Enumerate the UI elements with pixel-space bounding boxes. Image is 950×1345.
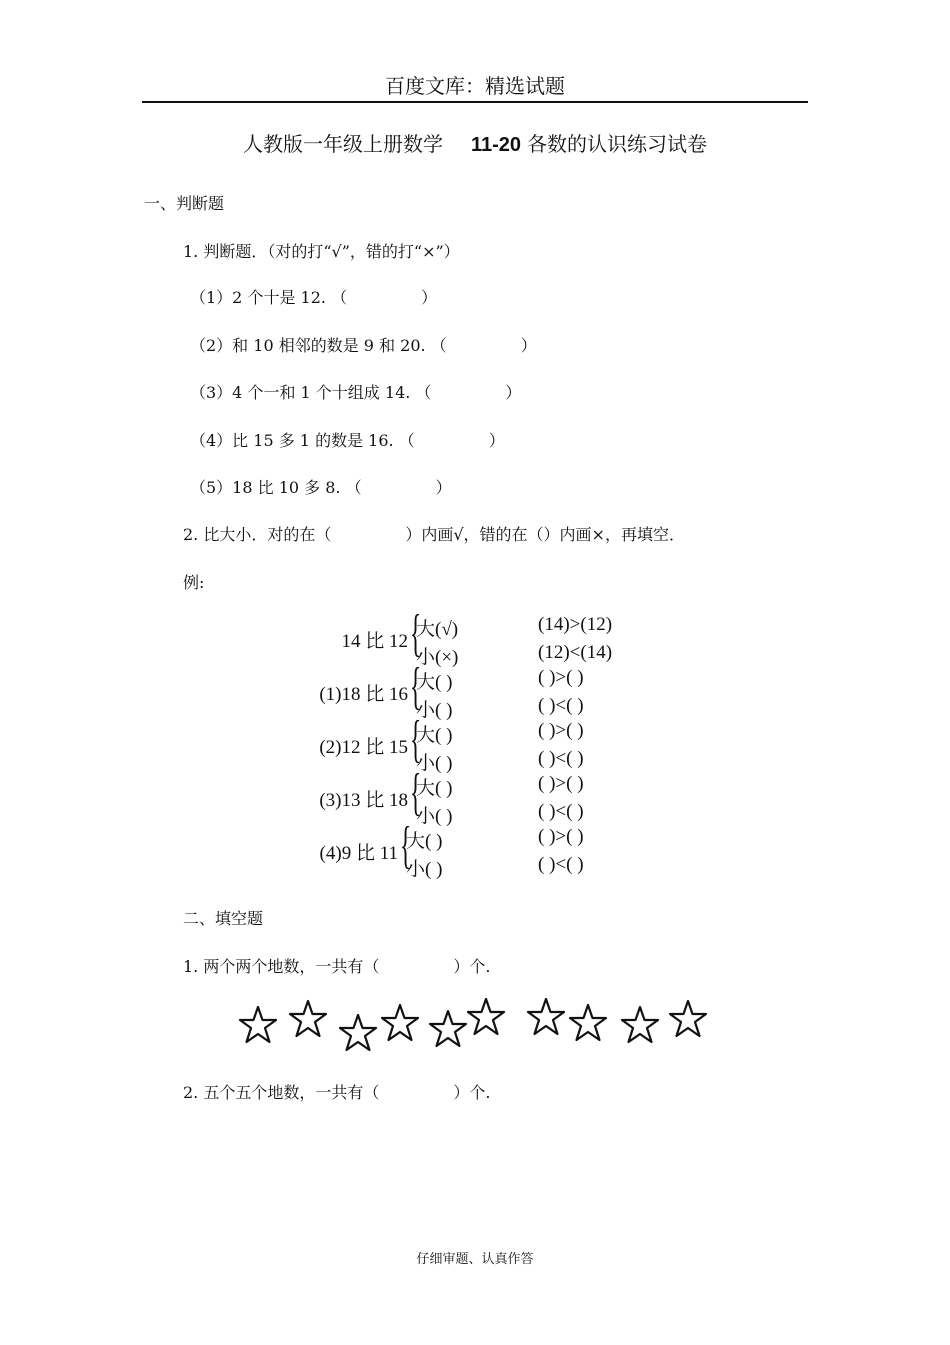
section-1-heading: 一、判断题	[144, 194, 225, 213]
q1-item-1: （1）2 个十是 12. （ ）	[190, 288, 438, 307]
star-icon	[570, 1005, 606, 1040]
section-2-heading: 二、填空题	[183, 909, 264, 928]
less-than-blank: ( )<( )	[538, 854, 584, 875]
comparison-row	[300, 711, 650, 774]
comparison-lead: 14 比 12	[341, 631, 408, 652]
smaller-choice: 小( )	[416, 700, 453, 721]
bigger-choice: 大( )	[416, 725, 453, 746]
star-icon	[290, 1001, 326, 1036]
comparison-row	[300, 658, 650, 721]
comparison-lead: (2)12 比 15	[319, 737, 408, 758]
q1-prompt: 1. 判断题．（对的打“√”，错的打“×”）	[183, 242, 460, 261]
q2-prompt: 2. 比大小．对的在（ ）内画√，错的在（）内画×，再填空．	[183, 525, 685, 544]
star-icon	[382, 1005, 418, 1040]
document-title	[0, 128, 950, 157]
less-than-blank: ( )<( )	[538, 801, 584, 822]
brace-icon: {	[410, 658, 422, 715]
star-icon	[340, 1015, 376, 1050]
bigger-choice: 大( )	[416, 778, 453, 799]
brace-icon: {	[410, 764, 422, 821]
comparison-lead: (4)9 比 11	[319, 843, 398, 864]
brace-icon: {	[410, 711, 422, 768]
less-than-blank: ( )<( )	[538, 748, 584, 769]
title-suffix: 各数的认识练习试卷	[527, 132, 708, 156]
smaller-choice: 小(×)	[416, 647, 459, 668]
bigger-choice: 大( )	[406, 831, 443, 852]
site-header: 百度文库：精选试题	[385, 74, 565, 98]
star-icon	[622, 1007, 658, 1042]
q1-item-2: （2）和 10 相邻的数是 9 和 20. （ ）	[190, 336, 537, 355]
star-icon	[468, 999, 504, 1034]
star-icon	[670, 1001, 706, 1036]
comparison-row	[300, 764, 650, 827]
q1-item-4: （4）比 15 多 1 的数是 16. （ ）	[190, 431, 505, 450]
less-than-blank: (12)<(14)	[538, 642, 613, 663]
bigger-choice: 大( )	[416, 672, 453, 693]
fill-q1: 1. 两个两个地数，一共有（ ）个.	[183, 957, 491, 976]
page-footer: 仔细审题、认真作答	[416, 1252, 534, 1267]
greater-than-blank: ( )>( )	[538, 720, 584, 741]
greater-than-blank: (14)>(12)	[538, 614, 613, 635]
comparison-lead: (1)18 比 16	[319, 684, 408, 705]
stars-illustration	[232, 990, 722, 1060]
example-label: 例:	[183, 573, 205, 592]
comparison-row	[300, 817, 650, 880]
brace-icon: {	[400, 817, 412, 874]
greater-than-blank: ( )>( )	[538, 773, 584, 794]
smaller-choice: 小( )	[406, 859, 443, 880]
brace-icon: {	[410, 605, 422, 662]
title-numbers: 11-20	[470, 134, 522, 156]
header-divider	[142, 101, 808, 103]
star-icon	[240, 1007, 276, 1042]
greater-than-blank: ( )>( )	[538, 667, 584, 688]
fill-q2: 2. 五个五个地数，一共有（ ）个.	[183, 1083, 491, 1102]
star-icon	[430, 1011, 466, 1046]
comparison-lead: (3)13 比 18	[319, 790, 408, 811]
comparison-row	[300, 605, 650, 668]
less-than-blank: ( )<( )	[538, 695, 584, 716]
smaller-choice: 小( )	[416, 753, 453, 774]
q1-item-5: （5）18 比 10 多 8. （ ）	[190, 478, 452, 497]
comparison-exercise	[300, 605, 650, 882]
smaller-choice: 小( )	[416, 806, 453, 827]
title-prefix: 人教版一年级上册数学	[242, 132, 443, 156]
greater-than-blank: ( )>( )	[538, 826, 584, 847]
bigger-choice: 大(√)	[416, 619, 459, 640]
star-icon	[528, 999, 564, 1034]
q1-item-3: （3）4 个一和 1 个十组成 14. （ ）	[190, 383, 522, 402]
